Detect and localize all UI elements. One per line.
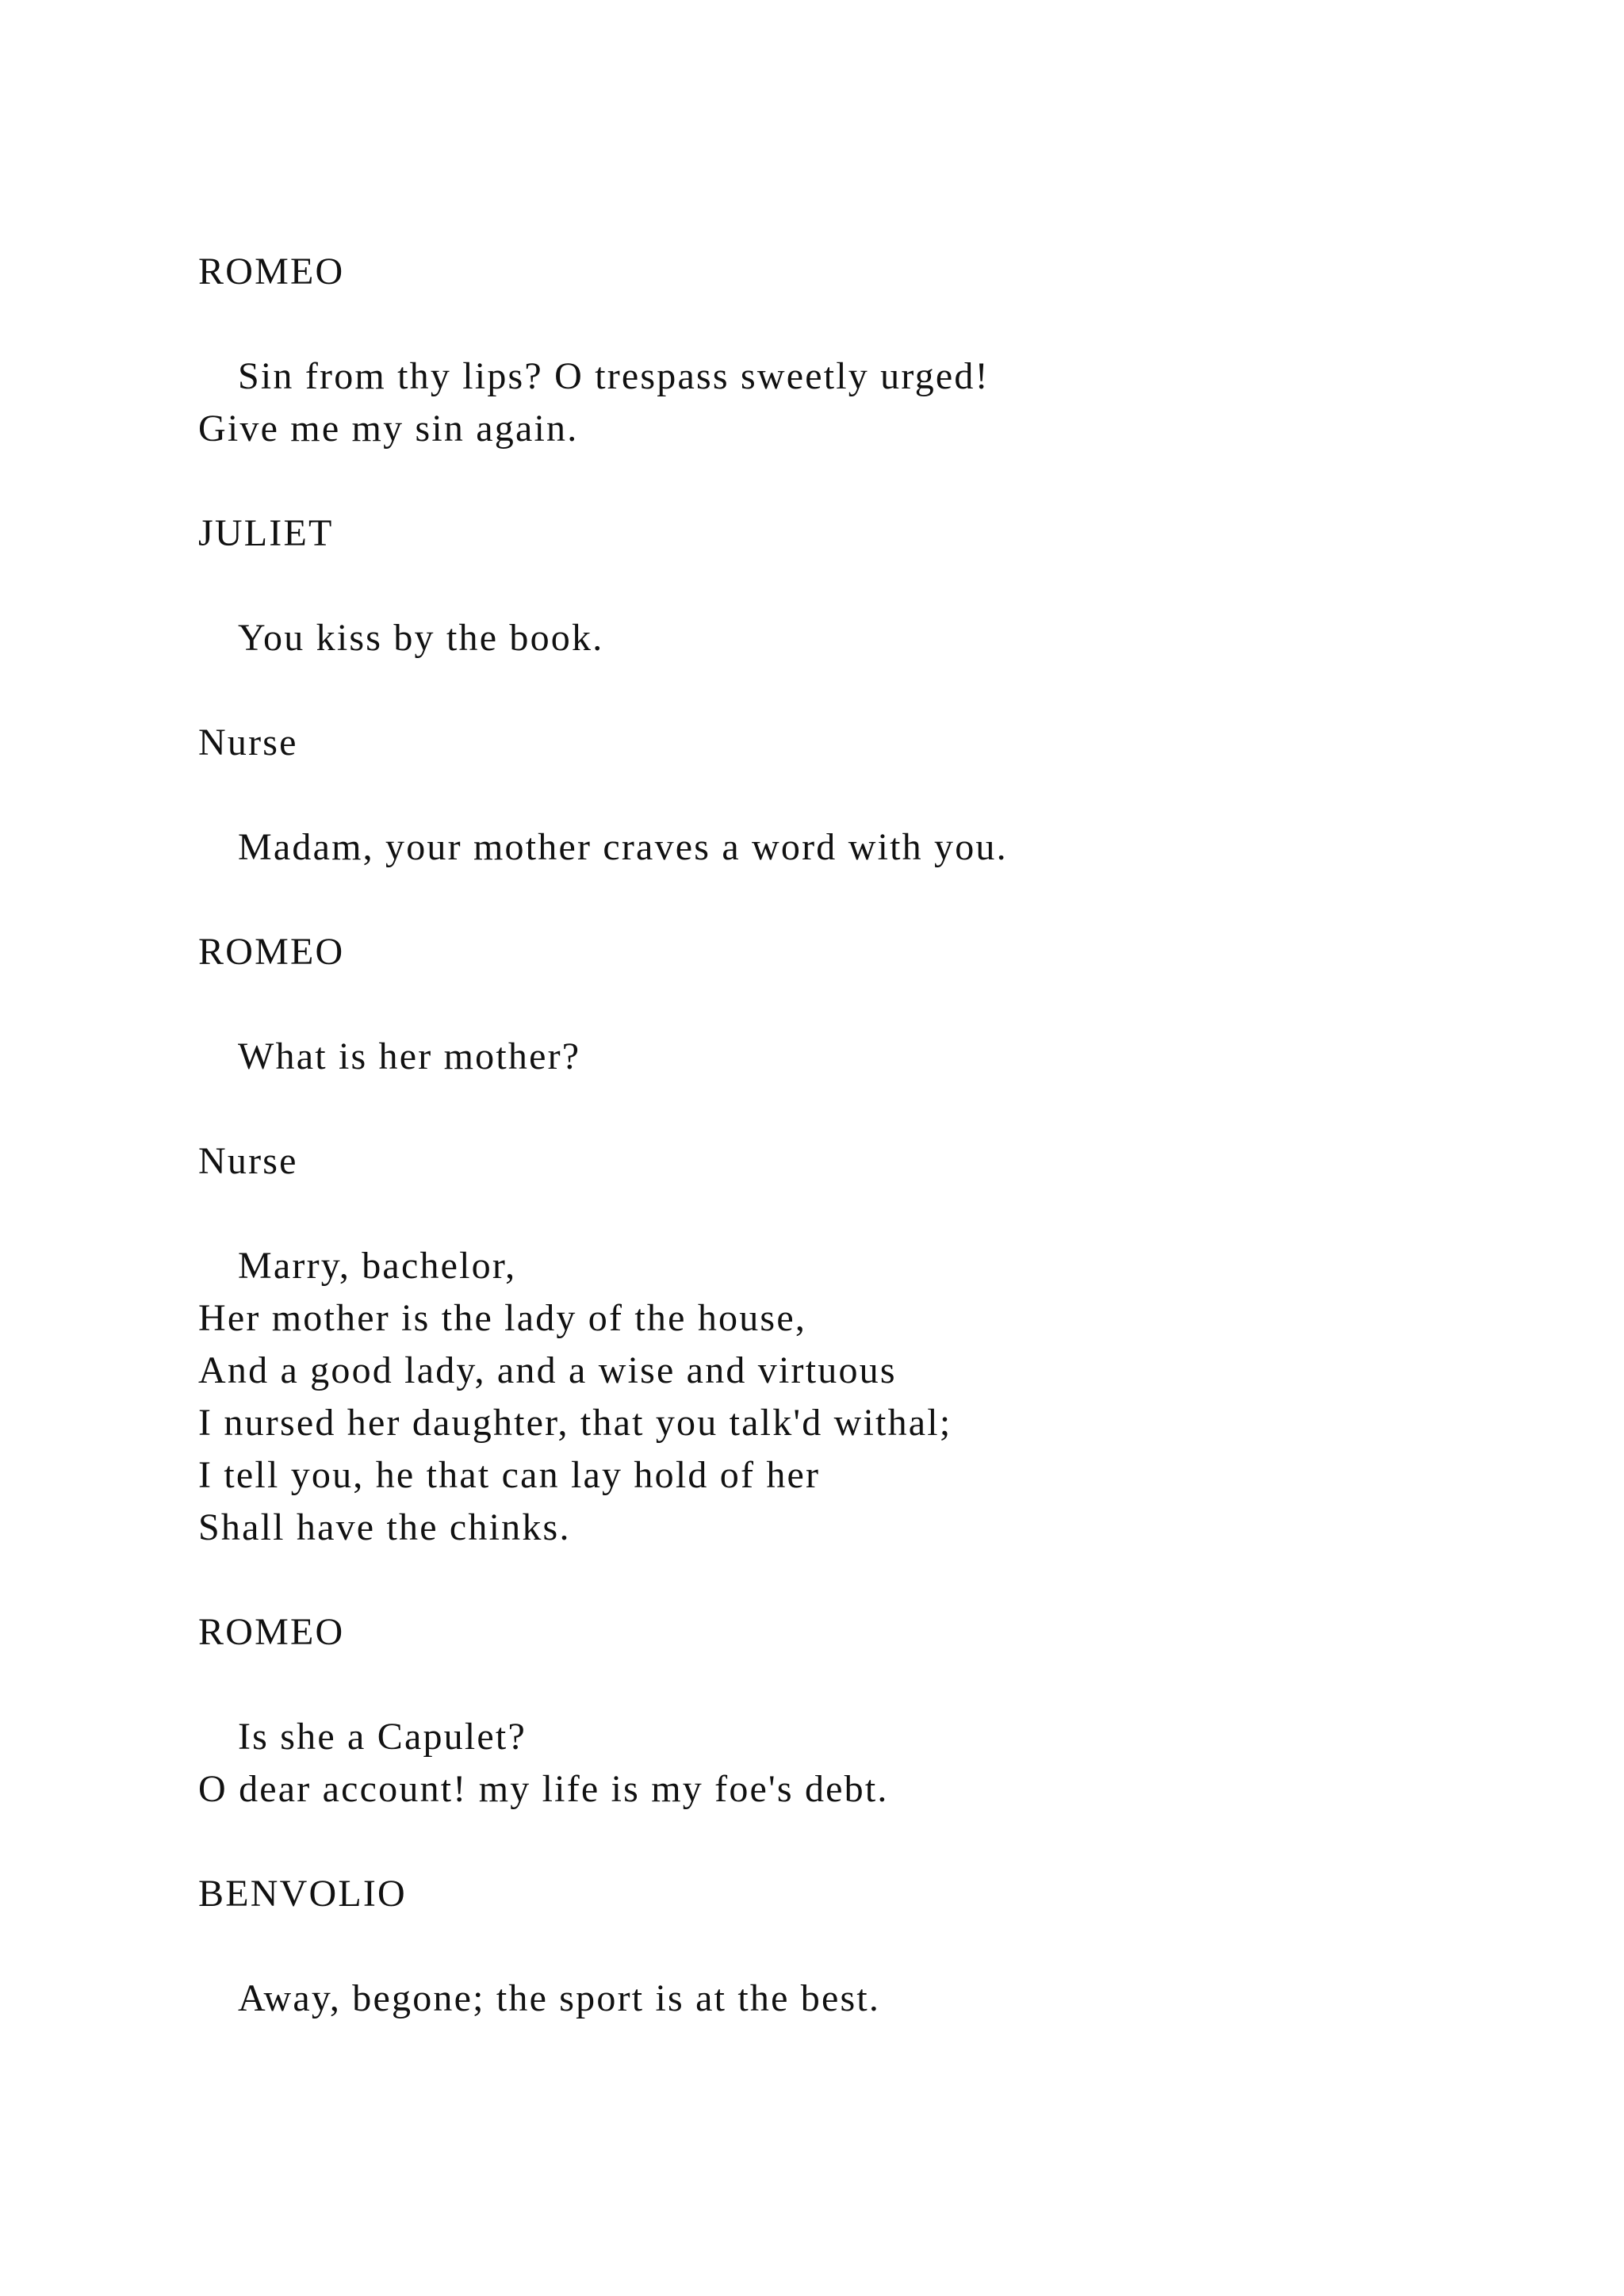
speaker-name: Nurse (198, 1140, 298, 1182)
dialogue-block (198, 926, 1507, 1135)
speaker-name: BENVOLIO (198, 1873, 407, 1915)
speech (198, 350, 1507, 455)
speech-line: O dear account! my life is my foe's debt. (198, 1768, 889, 1810)
speech-line: Give me my sin again. (198, 408, 579, 450)
dialogue-block (198, 507, 1507, 717)
speech-line: Madam, your mother craves a word with you. (238, 826, 1008, 868)
dialogue-block (198, 1868, 1507, 2025)
speech (198, 1711, 1507, 1816)
speaker-name: JULIET (198, 512, 334, 554)
speech-line: I tell you, he that can lay hold of her (198, 1454, 821, 1496)
speech-line: Sin from thy lips? O trespass sweetly urged! (238, 355, 990, 397)
dialogue-block (198, 246, 1507, 507)
speech-line: Is she a Capulet? (238, 1716, 527, 1758)
dialogue-block (198, 717, 1507, 926)
speaker-name: Nurse (198, 721, 298, 763)
speech (198, 821, 1507, 874)
speech-line: Marry, bachelor, (238, 1245, 517, 1287)
speech (198, 1031, 1507, 1083)
speech-line: I nursed her daughter, that you talk'd withal; (198, 1402, 952, 1444)
dialogue-block (198, 1135, 1507, 1606)
speech-line: And a good lady, and a wise and virtuous (198, 1349, 897, 1391)
speech (198, 612, 1507, 664)
speaker-name: ROMEO (198, 931, 345, 973)
speech-line: You kiss by the book. (238, 617, 604, 659)
speech-line: Shall have the chinks. (198, 1506, 571, 1548)
speaker-name: ROMEO (198, 251, 345, 293)
speech (198, 1973, 1507, 2025)
speech-line: What is her mother? (238, 1035, 581, 1077)
speech-line: Away, begone; the sport is at the best. (238, 1977, 881, 2019)
dialogue-block (198, 1606, 1507, 1868)
speech (198, 1240, 1507, 1554)
speaker-name: ROMEO (198, 1611, 345, 1653)
speech-line: Her mother is the lady of the house, (198, 1297, 807, 1339)
play-script (198, 246, 1507, 2025)
